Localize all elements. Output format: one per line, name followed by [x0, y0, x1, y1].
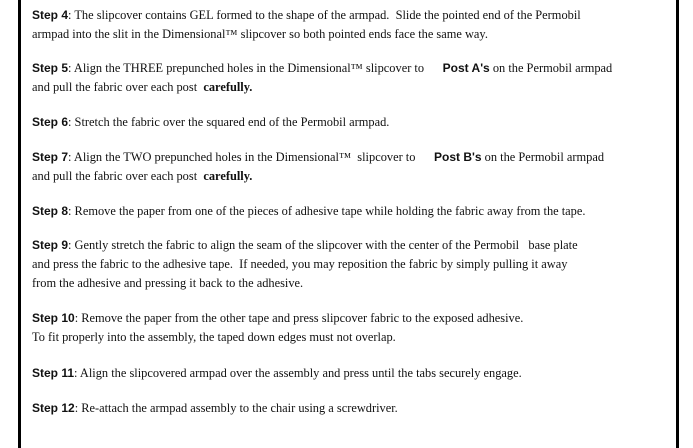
step-line — [32, 7, 581, 23]
step-text: : Align the slipcovered armpad over the assembly and press until the tabs securely engage. — [74, 366, 522, 380]
step-line — [32, 237, 578, 253]
step-text: : Gently stretch the fabric to align the seam of the slipcover with the center of the Permobil base plate — [68, 238, 578, 252]
step-label: Step 12 — [32, 401, 75, 415]
step-text: and press the fabric to the adhesive tape. If needed, you may reposition the fabric by simply pulling it away — [32, 257, 568, 271]
step-continuation-line — [32, 256, 567, 272]
step-line — [32, 365, 522, 381]
step-line — [32, 114, 389, 130]
emphasized-text: carefully. — [203, 80, 253, 94]
step-text: on the Permobil armpad — [481, 150, 605, 164]
step-continuation-line — [32, 79, 252, 95]
step-label: Step 5 — [32, 61, 69, 75]
emphasized-text: Post A's — [442, 61, 490, 75]
step-continuation-line — [32, 26, 488, 42]
step-text: and pull the fabric over each post — [32, 80, 204, 94]
emphasized-text: Post B's — [434, 150, 482, 164]
step-label: Step 9 — [32, 238, 69, 252]
step-label: Step 8 — [32, 204, 69, 218]
step-text: : Align the THREE prepunched holes in the Dimensional™ slipcover to — [68, 61, 443, 75]
step-text: armpad into the slit in the Dimensional™ slipcover so both pointed ends face the same way. — [32, 27, 488, 41]
emphasized-text: carefully. — [203, 169, 253, 183]
step-continuation-line — [32, 168, 252, 184]
step-line — [32, 310, 523, 326]
step-text: on the Permobil armpad — [489, 61, 613, 75]
step-label: Step 4 — [32, 8, 69, 22]
step-line — [32, 149, 604, 165]
step-line — [32, 60, 612, 76]
step-text: : Stretch the fabric over the squared end of the Permobil armpad. — [68, 115, 390, 129]
step-text: : The slipcover contains GEL formed to the shape of the armpad. Slide the pointed end of the Permobil — [68, 8, 581, 22]
step-text: : Remove the paper from one of the pieces of adhesive tape while holding the fabric away from the tape. — [68, 204, 586, 218]
step-text: : Align the TWO prepunched holes in the Dimensional™ slipcover to — [68, 150, 435, 164]
step-label: Step 6 — [32, 115, 69, 129]
step-text: and pull the fabric over each post — [32, 169, 204, 183]
step-text: from the adhesive and pressing it back to the adhesive. — [32, 276, 304, 290]
step-text: : Remove the paper from the other tape and press slipcover fabric to the exposed adhesive. — [74, 311, 524, 325]
step-line — [32, 203, 585, 219]
step-text: To fit properly into the assembly, the taped down edges must not overlap. — [32, 330, 396, 344]
step-continuation-line — [32, 329, 396, 345]
step-label: Step 11 — [32, 366, 75, 380]
step-label: Step 7 — [32, 150, 69, 164]
step-label: Step 10 — [32, 311, 75, 325]
step-continuation-line — [32, 275, 303, 291]
step-text: : Re-attach the armpad assembly to the chair using a screwdriver. — [74, 401, 398, 415]
step-line — [32, 400, 398, 416]
